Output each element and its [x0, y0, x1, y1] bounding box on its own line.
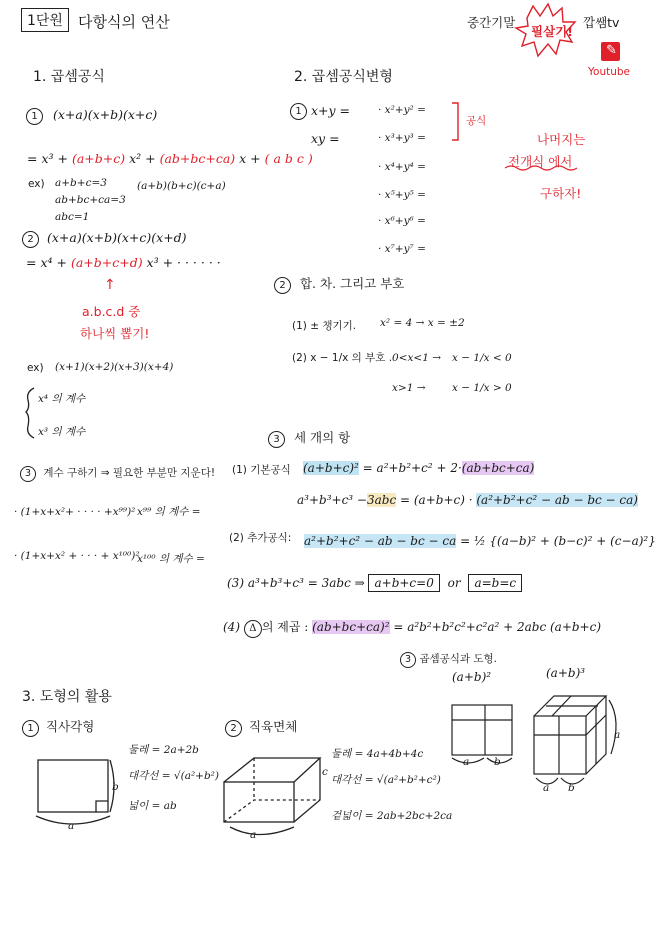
c1b-rhs: (a²+b²+c² − ab − bc − ca) [476, 493, 638, 507]
h1-label: (1) ± 챙기기. [292, 320, 357, 332]
cube-figure [534, 696, 616, 784]
box-perimeter: 둘레 = 4a+4b+4c [331, 748, 424, 760]
example-line1: a+b+c=3 [55, 177, 107, 189]
coef-x4: x⁴ 의 계수 [38, 393, 86, 405]
box-figure [224, 758, 320, 835]
rect-diagonal: 대각선 = √(a²+b²) [128, 770, 219, 782]
power-item: · x⁵+y⁵ = [378, 189, 426, 201]
brand-label: 깝쌤tv [583, 15, 620, 30]
c4-circle: Δ [244, 620, 262, 638]
label-b-cube: b [568, 782, 575, 794]
power-item: · x⁷+y⁷ = [378, 243, 426, 255]
coef-pair-sum: (ab+bc+ca) [159, 151, 236, 166]
power-item: · x²+y² = [378, 104, 426, 116]
box-surface-area: 겉넓이 = 2ab+2bc+2ca [331, 810, 453, 822]
c5-line: 3 곱셈공식과 도형. [400, 651, 497, 668]
square-figure [452, 705, 512, 763]
h1-eq: x² = 4 → x = ±2 [380, 317, 465, 329]
expansion-line: = x³ + (a+b+c) x² + (ab+bc+ca) x + ( a b c ) [27, 151, 313, 166]
coef-sum: (a+b+c) [71, 151, 126, 166]
example-line3: abc=1 [55, 211, 90, 223]
note-line1: a.b.c.d 중 [82, 304, 141, 319]
c1-formula: (a+b+c)² = a²+b²+c² + 2·(ab+bc+ca) [303, 461, 535, 475]
power-item: · x³+y³ = [378, 132, 426, 144]
c2-formula: a²+b²+c² − ab − bc − ca = ½ {(a−b)² + (b−c)² + (c−a)²} [304, 534, 656, 548]
section1-heading: 1. 곱셈공식 [33, 69, 105, 85]
must-pass-label: 필살기! [531, 24, 573, 39]
label-a-rect: a [68, 820, 75, 832]
h2-label: (2) x − 1/x 의 부호 . [292, 352, 393, 364]
circled-number: 3 [20, 466, 36, 482]
coef-x3: x³ 의 계수 [38, 426, 86, 438]
page-title: 다항식의 연산 [78, 13, 170, 31]
rect-title: 직사각형 [45, 719, 95, 734]
power-item: · x⁴+y⁴ = [378, 161, 426, 173]
four-factor-expansion: = x⁴ + (a+b+c+d) x³ + · · · · · · [26, 255, 221, 270]
rect-perimeter: 둘레 = 2a+2b [128, 744, 199, 756]
label-c-box: c [322, 766, 328, 778]
c1-label: (1) 기본공식 [232, 464, 291, 476]
box-diagonal: 대각선 = √(a²+b²+c²) [331, 774, 441, 786]
product-expression: (x+a)(x+b)(x+c) [52, 107, 158, 122]
c3-formula: (3) a³+b³+c³ = 3abc ⇒ a+b+c=0 or a=b=c [227, 576, 522, 590]
product-label: xy = [311, 131, 340, 146]
unit-box: 1단원 [21, 8, 69, 32]
poly2: · (1+x+x² + · · · + x¹⁰⁰)² [14, 550, 140, 562]
poly1: · (1+x+x²+ · · · · +x⁹⁹)² [14, 506, 136, 518]
cube-label: (a+b)³ [546, 666, 586, 680]
label-b-rect: b [112, 781, 119, 793]
c3-box1: a+b+c=0 [368, 574, 439, 592]
formula-tag: 공식 [466, 115, 487, 127]
c1-rhs-pairs: (ab+bc+ca) [461, 461, 535, 475]
midterm-label: 중간기말 [467, 15, 516, 30]
c4-lhs: (ab+bc+ca)² [312, 620, 390, 634]
c1b-formula: a³+b³+c³ −3abc = (a+b+c) · (a²+b²+c² − ab − bc − ca) [297, 493, 638, 507]
c3-box2: a=b=c [468, 574, 522, 592]
circled-number: 3 [400, 652, 416, 668]
power-item: · x⁶+y⁶ = [378, 215, 426, 227]
circled-number: 2 [22, 231, 39, 248]
example2-expression: (x+1)(x+2)(x+3)(x+4) [55, 361, 174, 373]
example2-label: ex) [27, 362, 44, 374]
circled-number: 1 [22, 720, 39, 737]
h2-case-b: x>1 → [392, 382, 426, 394]
side-note2: 전개식 에서 [508, 154, 573, 169]
poly1-coef: x⁹⁹ 의 계수 = [137, 506, 201, 518]
item3-title: 세 개의 항 [293, 430, 351, 445]
h2-case-a: 0<x<1 → [392, 352, 442, 364]
example-label: ex) [28, 178, 45, 190]
rectangle-figure [36, 760, 114, 824]
h2-case-a-result: x − 1/x < 0 [452, 352, 512, 364]
sec2-item1-circle: 1 [290, 103, 307, 120]
section3-heading: 3. 도형의 활용 [22, 689, 112, 705]
poly2-coef: x¹⁰⁰ 의 계수 = [137, 553, 205, 565]
label-a-square: a [463, 756, 470, 768]
circled-number: 1 [26, 108, 43, 125]
rect-area: 넓이 = ab [128, 800, 177, 812]
youtube-label: Youtube [588, 66, 630, 78]
label-a-cube: a [543, 782, 550, 794]
example-line2: ab+bc+ca=3 [55, 194, 126, 206]
c2-label: (2) 추가공식: [229, 532, 292, 544]
box-title: 직육면체 [248, 719, 298, 734]
side-note3: 구하자! [540, 186, 582, 201]
square-label: (a+b)² [452, 670, 492, 684]
h2-case-b-result: x − 1/x > 0 [452, 382, 512, 394]
coef-rule: 계수 구하기 ⇒ 필요한 부분만 지운다! [43, 467, 216, 479]
sum-label: x+y = [311, 103, 351, 118]
c4-formula: (4) Δ 의 제곱 : (ab+bc+ca)² = a²b²+b²c²+c²a² + 2abc (a+b+c) [223, 618, 601, 638]
c2-lhs: a²+b²+c² − ab − bc − ca [304, 534, 457, 548]
label-a-cube-side: a [614, 729, 621, 741]
up-arrow: ↑ [104, 277, 116, 293]
label-b-square: b [494, 756, 501, 768]
circled-number: 2 [274, 277, 291, 294]
circled-number: 3 [268, 431, 285, 448]
four-factor-expression: (x+a)(x+b)(x+c)(x+d) [46, 230, 187, 245]
section2-heading: 2. 곱셈공식변형 [294, 69, 393, 85]
example-right-expression: (a+b)(b+c)(c+a) [137, 180, 226, 192]
youtube-logo-icon: ✎ [601, 42, 620, 61]
coef-product: ( a b c ) [264, 151, 313, 166]
side-note1: 나머지는 [537, 132, 586, 147]
c1-lhs: (a+b+c)² [303, 461, 359, 475]
item2-title: 합. 차. 그리고 부호 [299, 276, 405, 291]
circled-number: 2 [225, 720, 242, 737]
label-a-box: a [250, 829, 257, 841]
note-line2: 하나씩 뽑기! [80, 326, 150, 341]
c1b-3abc: 3abc [366, 493, 397, 507]
